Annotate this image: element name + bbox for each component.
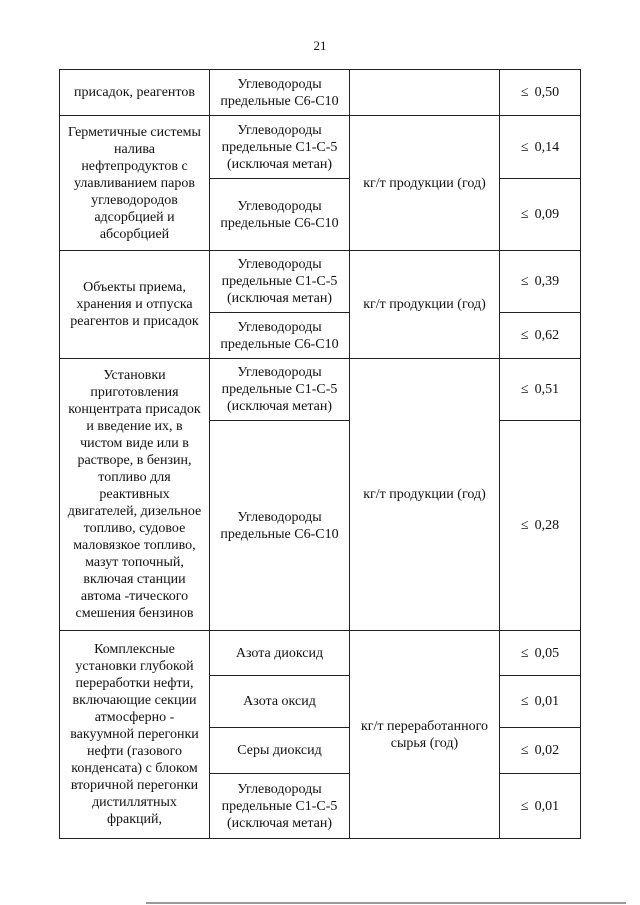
unit-cell: кг/т продукции (год) (350, 116, 500, 251)
value-cell (500, 728, 581, 774)
unit-cell: кг/т продукции (год) (350, 359, 500, 631)
substance-cell: Углеводороды предельные С1-С-5 (исключая метан) (210, 116, 350, 179)
value-number: 0,62 (534, 328, 560, 343)
le-symbol: ≤ (520, 85, 529, 100)
le-symbol: ≤ (520, 207, 529, 222)
value-cell (500, 631, 581, 676)
unit-cell: кг/т переработанного сырья (год) (350, 631, 500, 839)
value-cell (500, 116, 581, 179)
source-cell: Герметичные системы налива нефтепродуктов с улавливанием паров углеводородов адсорбцией и абсорбцией (60, 116, 210, 251)
value-cell (500, 676, 581, 728)
source-cell: Установки приготовления концентрата присадок и введение их, в чистом виде или в растворе, в бензин, топливо для реактивных двигателей, дизельное топливо, судовое маловязкое топливо, мазут топочный, включая станции автома -тического смешения бензинов (60, 359, 210, 631)
emissions-table (59, 69, 581, 839)
value-cell (500, 359, 581, 421)
le-symbol: ≤ (520, 139, 529, 155)
le-symbol: ≤ (520, 382, 529, 397)
table-row (60, 631, 581, 676)
le-symbol: ≤ (520, 798, 529, 814)
value-cell (500, 70, 581, 116)
value-number: 0,50 (534, 85, 560, 100)
source-cell: Объекты приема, хранения и отпуска реагентов и присадок (60, 251, 210, 359)
substance-cell: Углеводороды предельные С1-С-5 (исключая метан) (210, 251, 350, 313)
table-row (60, 359, 581, 421)
table-row (60, 70, 581, 116)
substance-cell: Углеводороды предельные С6-С10 (210, 421, 350, 631)
value-number: 0,02 (534, 743, 560, 758)
value-number: 0,39 (534, 274, 560, 289)
le-symbol: ≤ (520, 694, 529, 709)
value-number: 0,14 (534, 139, 560, 155)
value-number: 0,01 (534, 694, 560, 709)
value-cell (500, 251, 581, 313)
value-cell (500, 313, 581, 359)
unit-cell (350, 70, 500, 116)
value-number: 0,28 (534, 518, 560, 533)
le-symbol: ≤ (520, 518, 529, 533)
value-cell (500, 179, 581, 251)
substance-cell: Серы диоксид (210, 728, 350, 774)
substance-cell: Углеводороды предельные С6-С10 (210, 179, 350, 251)
substance-cell: Азота диоксид (210, 631, 350, 676)
source-cell: присадок, реагентов (60, 70, 210, 116)
substance-cell: Углеводороды предельные С6-С10 (210, 70, 350, 116)
table-row (60, 116, 581, 179)
value-number: 0,01 (534, 798, 560, 814)
scan-edge-line (146, 902, 626, 904)
source-cell: Комплексные установки глубокой переработки нефти, включающие секции атмосферно - вакуумной перегонки нефти (газового конденсата) с блоком вторичной перегонки дистиллятных фракций, (60, 631, 210, 839)
value-number: 0,09 (534, 207, 560, 222)
substance-cell: Углеводороды предельные С1-С-5 (исключая метан) (210, 359, 350, 421)
substance-cell: Углеводороды предельные С6-С10 (210, 313, 350, 359)
value-cell (500, 421, 581, 631)
le-symbol: ≤ (520, 743, 529, 758)
substance-cell: Углеводороды предельные С1-С-5 (исключая метан) (210, 774, 350, 839)
value-number: 0,05 (534, 645, 560, 661)
unit-cell: кг/т продукции (год) (350, 251, 500, 359)
le-symbol: ≤ (520, 645, 529, 661)
value-cell (500, 774, 581, 839)
le-symbol: ≤ (520, 274, 529, 289)
page-number: 21 (313, 38, 327, 53)
table-row (60, 251, 581, 313)
le-symbol: ≤ (520, 328, 529, 343)
value-number: 0,51 (534, 382, 560, 397)
substance-cell: Азота оксид (210, 676, 350, 728)
